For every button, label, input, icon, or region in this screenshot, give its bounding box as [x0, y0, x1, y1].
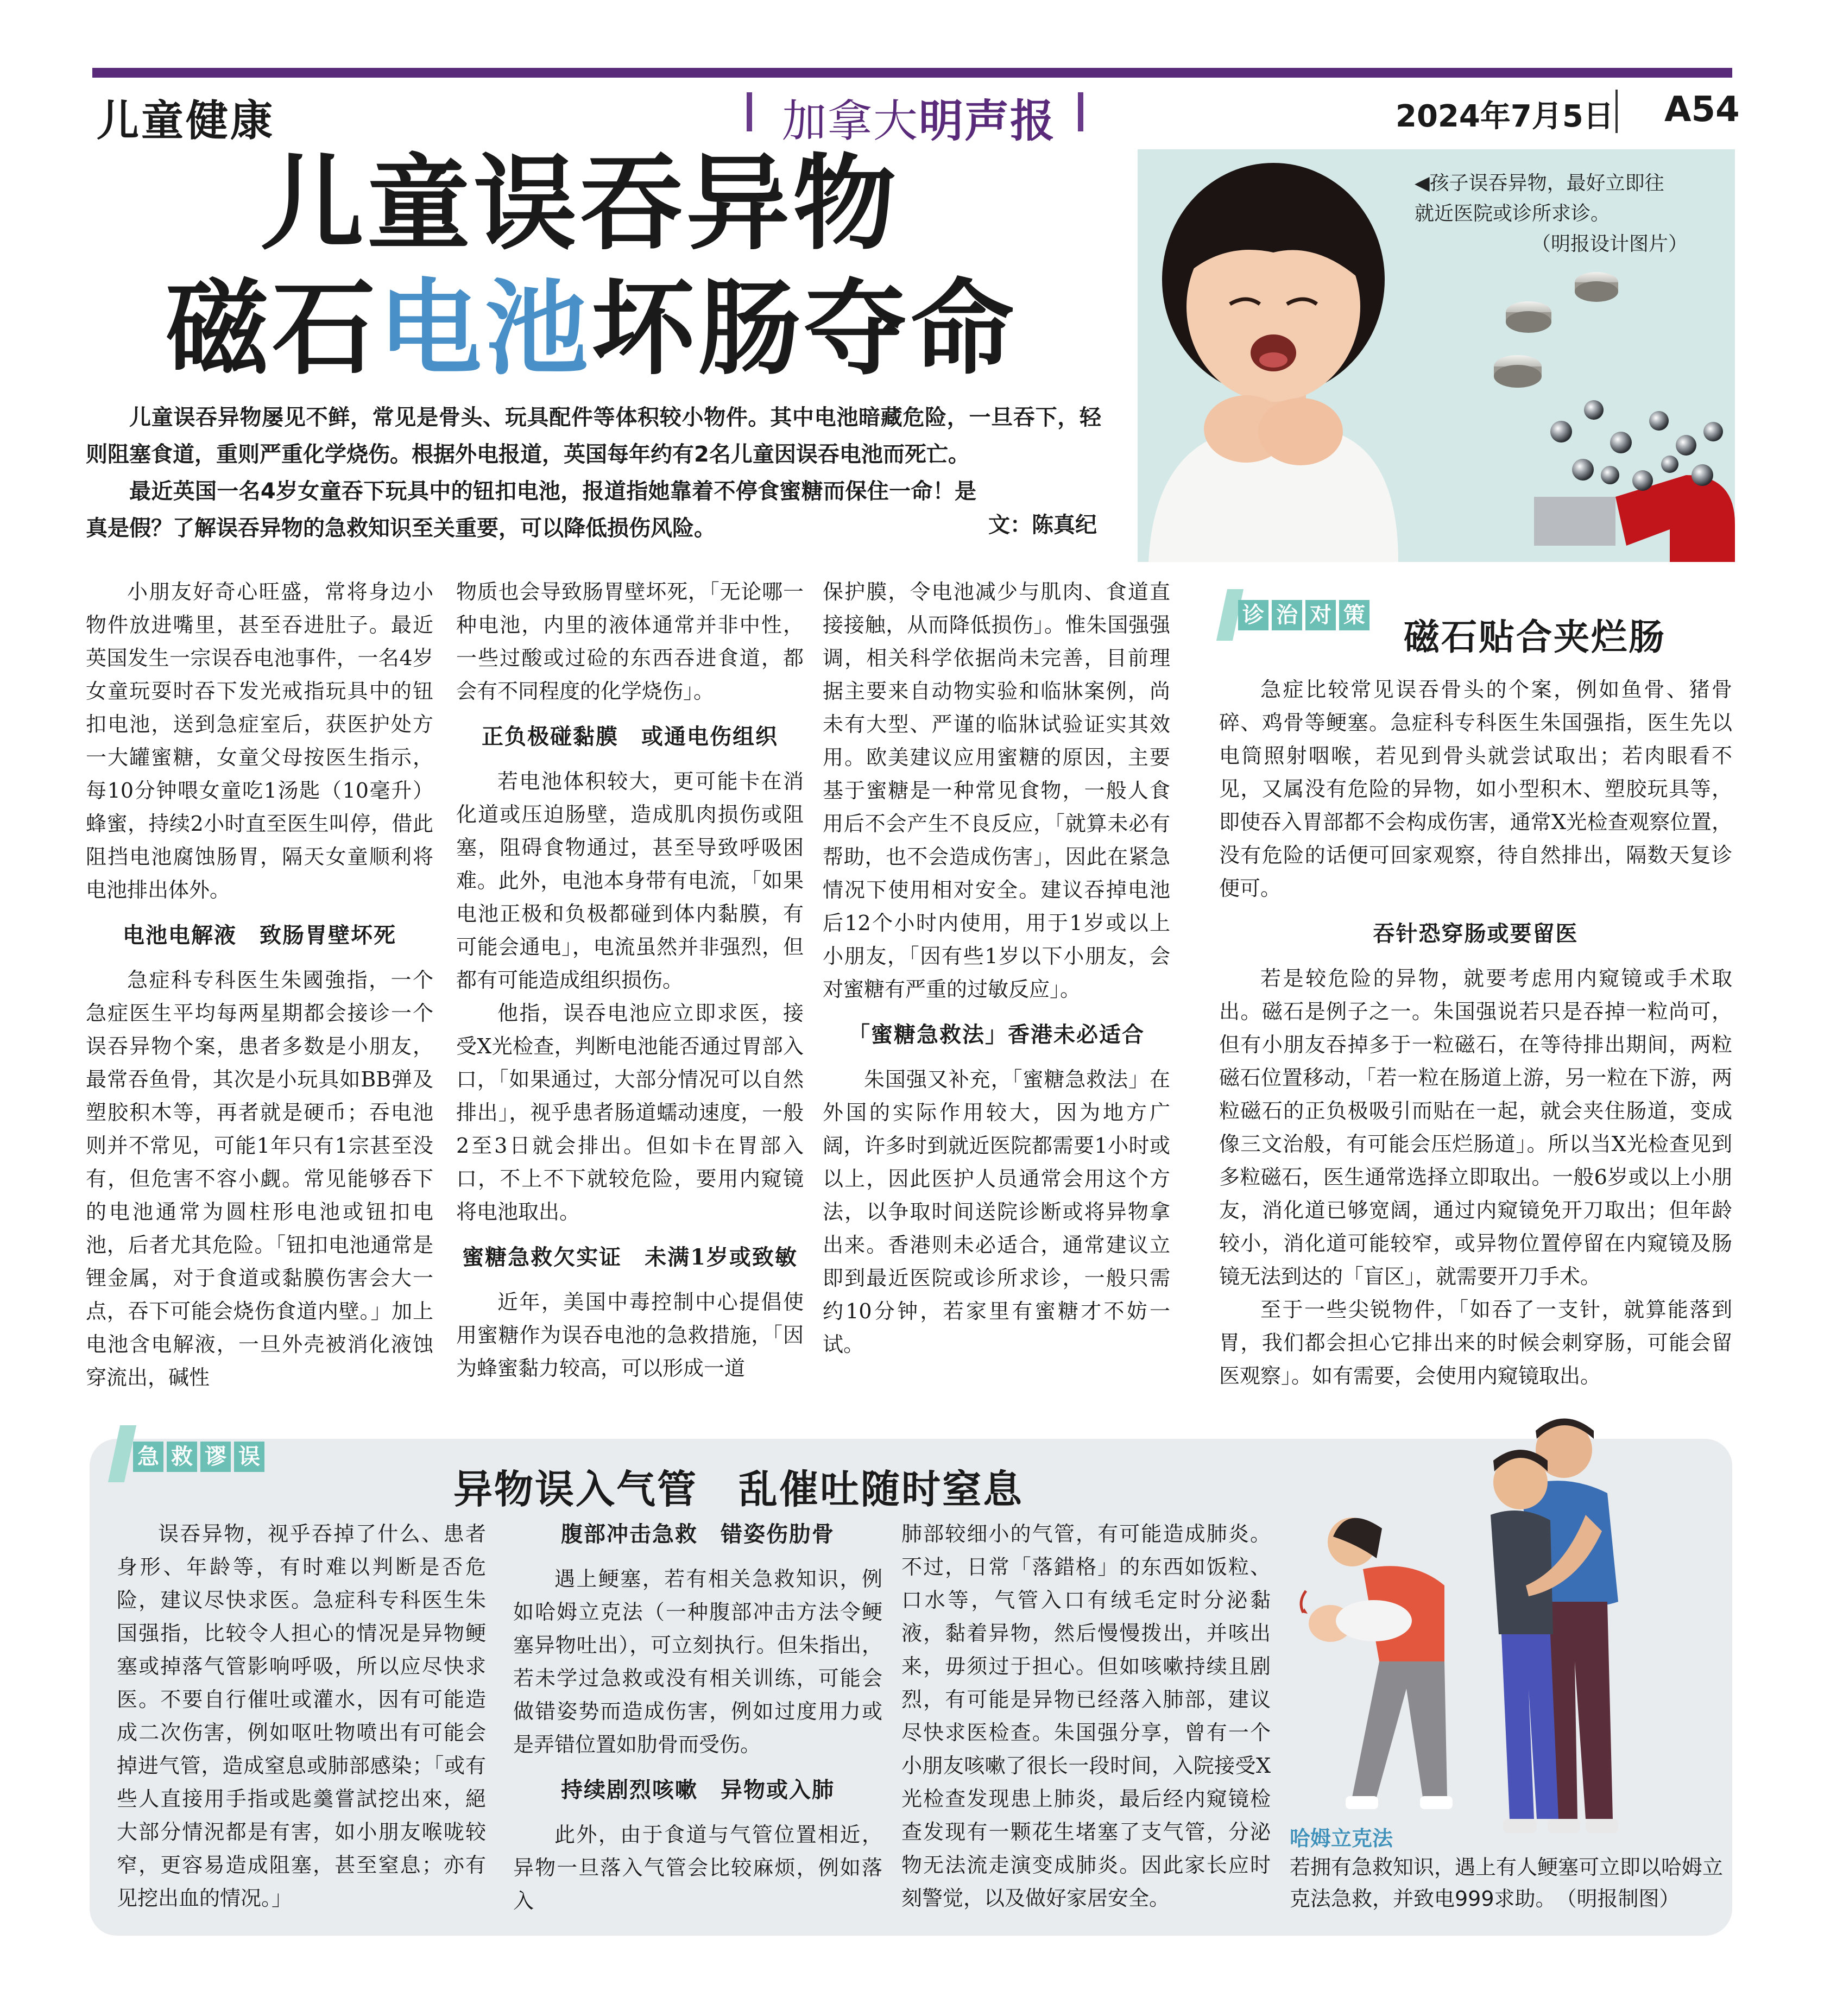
paragraph: 若电池体积较大，更可能卡在消化道或压迫肠壁，造成肌肉损伤或阻塞，阻碍食物通过，甚至导致呼吸困难。此外，电池本身带有电流，「如果电池正极和负极都碰到体内黏膜，有可能会通电」，电流虽然并非强烈，但都有可能造成组织损伤。 [456, 769, 804, 992]
intro-paragraph-1: 儿童误吞异物屡见不鲜，常见是骨头、玩具配件等体积较小物件。其中电池暗藏危险，一旦吞下，轻则阻塞食道，重则严重化学烧伤。根据外电报道，英国每年约有2名儿童因误吞电池而死亡。 [86, 405, 1101, 467]
paragraph: 至于一些尖锐物件，「如吞了一支针，就算能落到胃，我们都会担心它排出来的时候会刺穿肠，可能会留医观察」。如有需要，会使用内窥镜取出。 [1219, 1298, 1732, 1388]
panel-column-3 [901, 1518, 1271, 1915]
illustration-title: 哈姆立克法 [1290, 1827, 1393, 1850]
headline-part-a: 磁石 [166, 268, 379, 389]
tag-char: 策 [1339, 600, 1369, 630]
tag-char: 治 [1272, 600, 1302, 630]
subheading: 持续剧烈咳嗽 异物或入肺 [561, 1777, 835, 1803]
caption-line-3: （明报设计图片） [1531, 233, 1688, 255]
treatment-tag [1238, 600, 1369, 630]
heimlich-maneuver-icon [1282, 1406, 1727, 1851]
subheading: 吞针恐穿肠或要留医 [1373, 921, 1579, 946]
section-name: 儿童健康 [97, 96, 275, 146]
tag-char: 误 [234, 1442, 264, 1472]
article-column-3 [823, 576, 1170, 1361]
brand-divider-right [1078, 92, 1083, 131]
headline-part-c: 坏肠夺命 [591, 268, 1018, 389]
paragraph: 急症科专科医生朱國強指，一个急症医生平均每两星期都会接诊一个误吞异物个案，患者多数是小朋友，最常吞鱼骨，其次是小玩具如BB弹及塑胶积木等，再者就是硬币；吞电池则并不常见，可能1年只有1宗甚至没有，但危害不容小觑。常见能够吞下的电池通常为圆柱形电池或钮扣电池，后者尤其危险。「钮扣电池通常是锂金属，对于食道或黏膜伤害会大一点，吞下可能会烧伤食道内壁。」加上电池含电解液，一旦外壳被消化液蚀穿流出，碱性 [86, 968, 433, 1389]
paragraph: 急症比较常见误吞骨头的个案，例如鱼骨、猪骨碎、鸡骨等鲠塞。急症科专科医生朱国强指，医生先以电筒照射咽喉，若见到骨头就尝试取出；若肉眼看不见，又属没有危险的异物，如小型积木、塑胶玩具等，即使吞入胃部都不会构成伤害，通常X光检查观察位置，没有危险的话便可回家观察，待自然排出，隔数天复诊便可。 [1219, 678, 1732, 900]
article-column-2 [456, 576, 804, 1385]
byline: 文：陈真纪 [988, 513, 1097, 538]
intro-text [86, 399, 1101, 547]
first-aid-myth-tag [133, 1442, 264, 1472]
newspaper-brand [782, 86, 1056, 149]
paragraph: 朱国强又补充，「蜜糖急救法」在外国的实际作用较大，因为地方广阔，许多时到就近医院都需要1小时或以上，因此医护人员通常会用这个方法，以争取时间送院诊断或将异物拿出来。香港则未必适合，通常建议立即到最近医院或诊所求诊，一般只需约10分钟，若家里有蜜糖才不妨一试。 [823, 1067, 1170, 1356]
caption-line-2: 就近医院或诊所求诊。 [1415, 203, 1611, 225]
subheading: 正负极碰黏膜 或通电伤组织 [482, 724, 778, 749]
subheading: 蜜糖急救欠实证 未满1岁或致敏 [462, 1244, 798, 1270]
tag-char: 诊 [1238, 600, 1268, 630]
brand-name: 明声报 [919, 96, 1056, 147]
publication-date: 2024年7月5日 [1396, 99, 1614, 134]
paragraph: 此外，由于食道与气管位置相近，异物一旦落入气管会比较麻烦，例如落入 [513, 1823, 882, 1913]
tag-char: 救 [167, 1442, 197, 1472]
paragraph: 肺部较细小的气管，有可能造成肺炎。不过，日常「落錯格」的东西如饭粒、口水等，气管入口有绒毛定时分泌黏液，黏着异物，然后慢慢拨出，并咳出来，毋须过于担心。但如咳嗽持续且剧烈，有可能是异物已经落入肺部，建议尽快求医检查。朱国强分享，曾有一个小朋友咳嗽了很长一段时间，入院接受X光检查发现患上肺炎，最后经内窥镜检查发现有一颗花生堵塞了支气管，分泌物无法流走演变成肺炎。因此家长应时刻警觉，以及做好家居安全。 [901, 1522, 1271, 1910]
tag-char: 对 [1305, 600, 1336, 630]
paragraph: 误吞异物，视乎吞掉了什么、患者身形、年龄等，有时难以判断是否危险，建议尽快求医。急症科专科医生朱国强指，比较令人担心的情况是异物鲠塞或掉落气管影响呼吸，所以应尽快求医。不要自行催吐或灌水，因有可能造成二次伤害，例如呕吐物喷出有可能会掉进气管，造成窒息或肺部感染；「或有些人直接用手指或匙羹嘗試挖出來，絕大部分情況都是有害，如小朋友喉咙较窄，更容易造成阻塞，甚至窒息；亦有见挖出血的情况。」 [117, 1522, 486, 1910]
subheading: 「蜜糖急救法」香港未必适合 [848, 1022, 1145, 1047]
paragraph: 他指，误吞电池应立即求医，接受X光检查，判断电池能否通过胃部入口，「如果通过，大部分情况可以自然排出」，视乎患者肠道蠕动速度，一般2至3日就会排出。但如卡在胃部入口，不上不下就较危险，要用内窥镜将电池取出。 [456, 1001, 804, 1224]
tag-char: 谬 [200, 1442, 231, 1472]
date-separator [1615, 90, 1618, 133]
tag-char: 急 [133, 1442, 163, 1472]
panel-column-1 [117, 1518, 486, 1915]
panel-column-2 [513, 1518, 882, 1918]
paragraph: 遇上鲠塞，若有相关急救知识，例如哈姆立克法（一种腹部冲击方法令鲠塞异物吐出），可立刻执行。但朱指出，若未学过急救或没有相关训练，可能会做错姿势而造成伤害，例如过度用力或是弄错位置如肋骨而受伤。 [513, 1567, 882, 1756]
headline-line-1: 儿童误吞异物 [261, 143, 900, 264]
top-rule [92, 68, 1732, 78]
article-column-4 [1219, 673, 1732, 1393]
intro-paragraph-2: 最近英国一名4岁女童吞下玩具中的钮扣电池，报道指她靠着不停食蜜糖而保住一命！是真是假？了解误吞异物的急救知识至关重要，可以降低损伤风险。 [86, 479, 976, 541]
photo-caption [1415, 168, 1688, 260]
illustration-caption: 若拥有急救知识，遇上有人鲠塞可立即以哈姆立克法急救，并致电999求助。 （明报制图） [1290, 1855, 1724, 1911]
paragraph: 物质也会导致肠胃壁坏死，「无论哪一种电池，内里的液体通常并非中性，一些过酸或过硷的东西吞进食道，都会有不同程度的化学烧伤」。 [456, 580, 804, 703]
panel-title: 异物误入气管 乱催吐随时窒息 [453, 1466, 1024, 1512]
caption-line-1: ◀孩子误吞异物，最好立即往 [1415, 172, 1664, 194]
paragraph: 小朋友好奇心旺盛，常将身边小物件放进嘴里，甚至吞进肚子。最近英国发生一宗误吞电池事件，一名4岁女童玩耍时吞下发光戒指玩具中的钮扣电池，送到急症室后，获医护处方一大罐蜜糖，女童父母按医生指示，每10分钟喂女童吃1汤匙（10毫升）蜂蜜，持续2小时直至医生叫停，借此阻挡电池腐蚀肠胃，隔天女童顺利将电池排出体外。 [86, 580, 433, 902]
subheading: 腹部冲击急救 错姿伤肋骨 [561, 1521, 835, 1547]
sidebar-title: 磁石贴合夹烂肠 [1404, 616, 1666, 658]
paragraph: 近年，美国中毒控制中心提倡使用蜜糖作为误吞电池的急救措施，「因为蜂蜜黏力较高，可以形成一道 [456, 1290, 804, 1380]
article-column-1 [86, 576, 433, 1394]
headline-line-2 [166, 268, 1018, 389]
heimlich-illustration [1282, 1406, 1727, 1851]
headline-part-b: 电池 [378, 268, 592, 389]
paragraph: 保护膜，令电池减少与肌肉、食道直接接触，从而降低损伤」。惟朱国强强调，相关科学依据尚未完善，目前理据主要来自动物实验和临牀案例，尚未有大型、严谨的临牀试验证实其效用。欧美建议应用蜜糖的原因，主要基于蜜糖是一种常见食物，一般人食用后不会产生不良反应，「就算未必有帮助，也不会造成伤害」，因此在紧急情况下使用相对安全。建议吞掉电池后12个小时内使用，用于1岁或以上小朋友，「因有些1岁以下小朋友，会对蜜糖有严重的过敏反应」。 [823, 580, 1170, 1001]
page-number: A54 [1664, 90, 1740, 130]
brand-divider-left [747, 92, 752, 131]
subheading: 电池电解液 致肠胃壁坏死 [123, 922, 396, 948]
paragraph: 若是较危险的异物，就要考虑用内窥镜或手术取出。磁石是例子之一。朱国强说若只是吞掉一粒尚可，但有小朋友吞掉多于一粒磁石，在等待排出期间，两粒磁石位置移动，「若一粒在肠道上游，另一粒在下游，两粒磁石的正负极吸引而贴在一起，就会夹住肠道，变成像三文治般，有可能会压烂肠道」。所以当X光检查见到多粒磁石，医生通常选择立即取出。一般6岁或以上小朋友，消化道已够宽阔，通过内窥镜免开刀取出；但年龄较小，消化道可能较窄，或异物位置停留在内窥镜及肠镜无法到达的「盲区」，就需要开刀手术。 [1219, 966, 1732, 1288]
brand-prefix: 加拿大 [782, 96, 919, 147]
